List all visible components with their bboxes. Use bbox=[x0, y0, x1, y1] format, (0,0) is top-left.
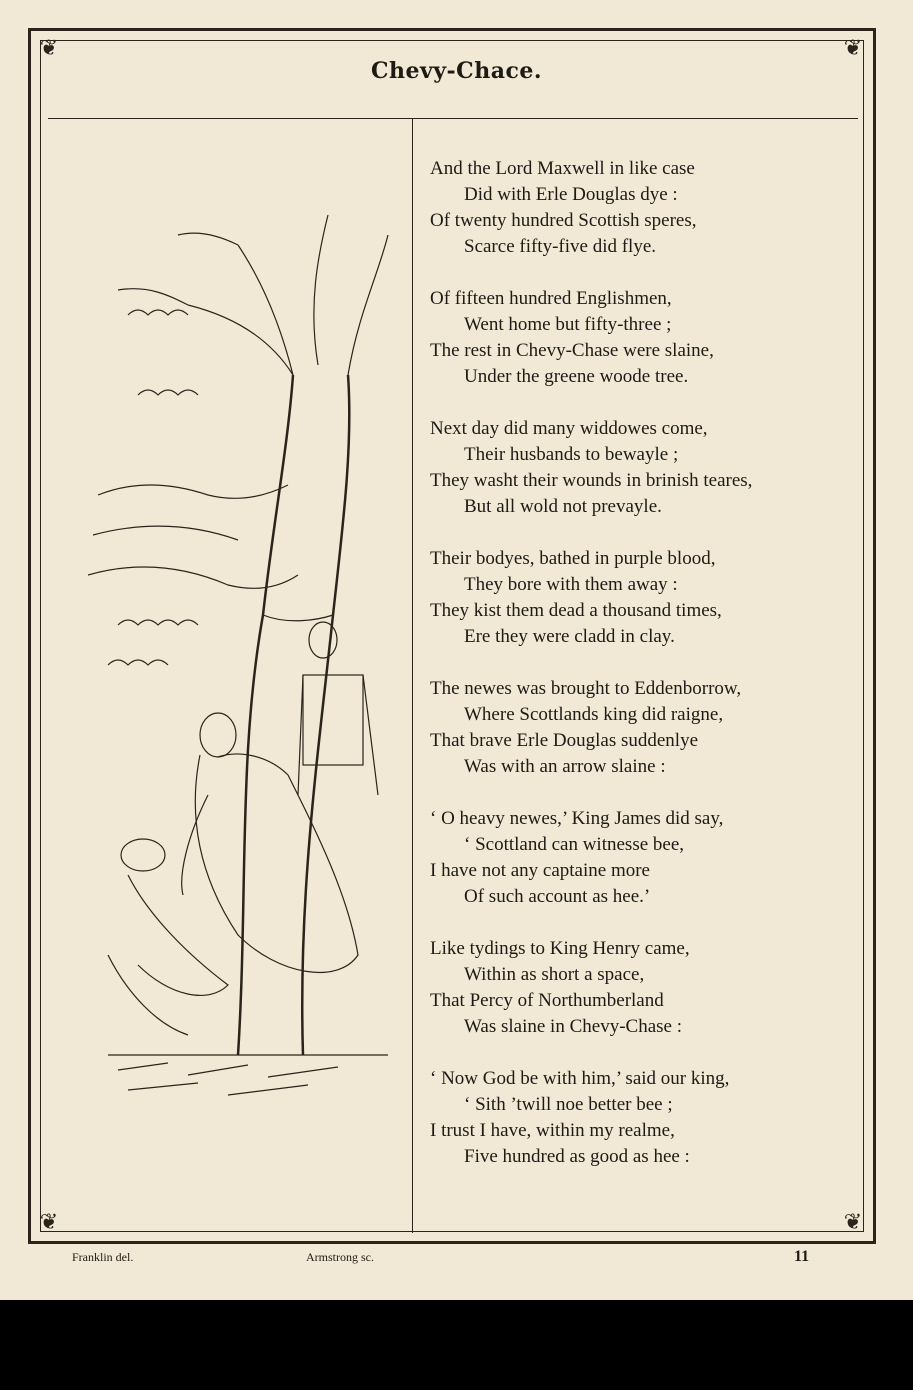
poem-line: Of fifteen hundred Englishmen, bbox=[430, 288, 672, 309]
poem-line: Where Scottlands king did raigne, bbox=[464, 704, 724, 725]
bottom-band bbox=[0, 1300, 913, 1390]
poem-line: Went home but fifty-three ; bbox=[464, 314, 672, 335]
poem-line: The rest in Chevy-Chase were slaine, bbox=[430, 340, 714, 361]
poem-line: The newes was brought to Eddenborrow, bbox=[430, 678, 742, 699]
poem-line: ‘ O heavy newes,’ King James did say, bbox=[430, 808, 724, 829]
poem-line: They bore with them away : bbox=[464, 574, 678, 595]
stanza bbox=[430, 1066, 850, 1170]
engraving-illustration bbox=[88, 195, 406, 1115]
page-title: Chevy-Chace. bbox=[370, 58, 542, 84]
poem-line: Within as short a space, bbox=[464, 964, 645, 985]
poem-line: And the Lord Maxwell in like case bbox=[430, 158, 695, 179]
poem-line: That Percy of Northumberland bbox=[430, 990, 664, 1011]
stanza bbox=[430, 676, 850, 780]
poem-line: Scarce fifty-five did flye. bbox=[464, 236, 657, 257]
poem-line: Their bodyes, bathed in purple blood, bbox=[430, 548, 716, 569]
poem-line: Of such account as hee.’ bbox=[464, 886, 651, 907]
corner-ornament-icon: ❦ bbox=[39, 36, 59, 61]
stanza bbox=[430, 936, 850, 1040]
poem-line: Under the greene woode tree. bbox=[464, 366, 689, 387]
corner-ornament-icon: ❦ bbox=[39, 1210, 59, 1235]
poem-line: Did with Erle Douglas dye : bbox=[464, 184, 678, 205]
poem-line: But all wold not prevayle. bbox=[464, 496, 662, 517]
corner-ornament-icon: ❦ bbox=[843, 36, 863, 61]
poem-line: ‘ Now God be with him,’ said our king, bbox=[430, 1068, 730, 1089]
poem-line: They kist them dead a thousand times, bbox=[430, 600, 722, 621]
poem-line: That brave Erle Douglas suddenlye bbox=[430, 730, 699, 751]
poem-line: Their husbands to bewayle ; bbox=[464, 444, 679, 465]
column-divider bbox=[412, 118, 413, 1233]
illustrator-credit: Franklin del. bbox=[72, 1250, 134, 1264]
stanza bbox=[430, 156, 850, 260]
poem-text bbox=[430, 156, 850, 1196]
poem-line: ‘ Scottland can witnesse bee, bbox=[464, 834, 685, 855]
stanza bbox=[430, 416, 850, 520]
corner-ornament-icon: ❦ bbox=[843, 1210, 863, 1235]
page-number: 11 bbox=[794, 1248, 810, 1265]
title-divider bbox=[48, 118, 858, 119]
poem-line: Was slaine in Chevy-Chase : bbox=[464, 1016, 682, 1037]
poem-line: Was with an arrow slaine : bbox=[464, 756, 666, 777]
poem-line: They washt their wounds in brinish teares, bbox=[430, 470, 753, 491]
poem-line: Like tydings to King Henry came, bbox=[430, 938, 690, 959]
poem-line: Ere they were cladd in clay. bbox=[464, 626, 675, 647]
poem-line: Of twenty hundred Scottish speres, bbox=[430, 210, 697, 231]
poem-line: Five hundred as good as hee : bbox=[464, 1146, 690, 1167]
stanza bbox=[430, 546, 850, 650]
stanza bbox=[430, 286, 850, 390]
poem-line: I trust I have, within my realme, bbox=[430, 1120, 675, 1141]
poem-line: ‘ Sith ’twill noe better bee ; bbox=[464, 1094, 673, 1115]
poem-line: Next day did many widdowes come, bbox=[430, 418, 708, 439]
stanza bbox=[430, 806, 850, 910]
poem-line: I have not any captaine more bbox=[430, 860, 650, 881]
engraver-credit: Armstrong sc. bbox=[306, 1250, 374, 1264]
